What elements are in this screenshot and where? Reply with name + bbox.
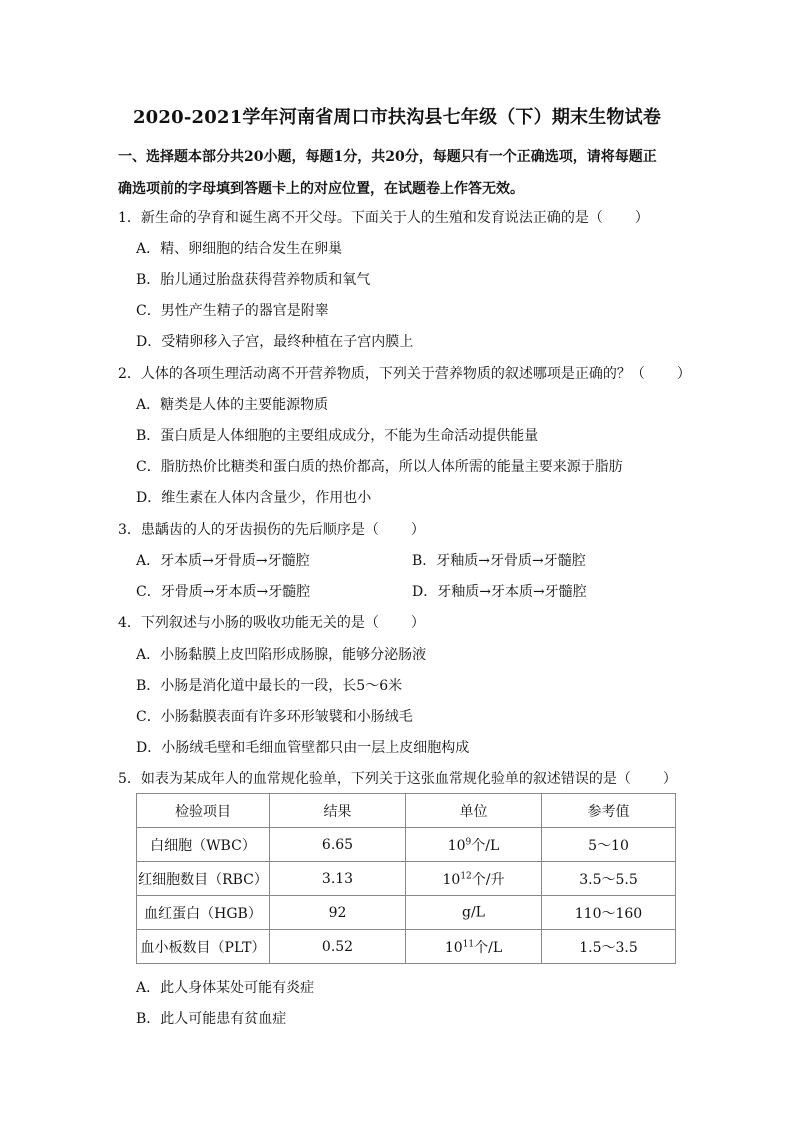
question-2-option-d: D．维生素在人体内含量少，作用也小	[136, 490, 372, 506]
cell-item: 血小板数目（PLT）	[137, 930, 270, 964]
page-title: 2020-2021学年河南省周口市扶沟县七年级（下）期末生物试卷	[132, 107, 662, 128]
cell-unit: $10^{12}$个/升	[406, 862, 542, 896]
question-2-option-a: A．糖类是人体的主要能源物质	[136, 397, 329, 413]
question-3-option-d: D．牙釉质→牙本质→牙髓腔	[412, 584, 587, 600]
question-2-option-c: C．脂肪热价比糖类和蛋白质的热价都高，所以人体所需的能量主要来源于脂肪	[136, 459, 623, 475]
cell-item: 白细胞（WBC）	[137, 828, 270, 862]
cell-item: 血红蛋白（HGB）	[137, 896, 270, 930]
question-5-option-a: A．此人身体某处可能有炎症	[136, 980, 315, 996]
question-1-option-d: D．受精卵移入子宫，最终种植在子宫内膜上	[136, 334, 414, 350]
cell-reference: 1.5～3.5	[542, 930, 676, 964]
section-instruction-line-1: 一、选择题本部分共20小题，每题1分，共20分，每题只有一个正确选项，请将每题正	[118, 149, 657, 165]
header-item: 检验项目	[137, 794, 270, 828]
cell-result: 0.52	[270, 930, 406, 964]
cell-reference: 5～10	[542, 828, 676, 862]
question-1-stem: 1．新生命的孕育和诞生离不开父母。下面关于人的生殖和发育说法正确的是（ ）	[118, 210, 649, 226]
question-4-option-b: B．小肠是消化道中最长的一段，长5～6米	[136, 678, 403, 694]
question-1-option-b: B．胎儿通过胎盘获得营养物质和氧气	[136, 272, 371, 288]
cell-unit: $10^{11}$个/L	[406, 930, 542, 964]
section-instruction-line-2: 确选项前的字母填到答题卡上的对应位置，在试题卷上作答无效。	[118, 181, 524, 197]
header-result: 结果	[270, 794, 406, 828]
question-5-option-b: B．此人可能患有贫血症	[136, 1011, 287, 1027]
question-4-option-c: C．小肠黏膜表面有许多环形皱襞和小肠绒毛	[136, 709, 413, 725]
table-row	[137, 896, 676, 930]
header-unit: 单位	[406, 794, 542, 828]
table-row	[137, 862, 676, 896]
question-2-option-b: B．蛋白质是人体细胞的主要组成成分，不能为生命活动提供能量	[136, 428, 539, 444]
cell-unit: g/L	[406, 896, 542, 930]
table-header-row	[137, 794, 676, 828]
blood-test-table	[136, 793, 676, 964]
question-5-stem: 5．如表为某成年人的血常规化验单，下列关于这张血常规化验单的叙述错误的是（ ）	[118, 771, 677, 787]
question-4-option-a: A．小肠黏膜上皮凹陷形成肠腺，能够分泌肠液	[136, 647, 427, 663]
question-3-stem: 3．患龋齿的人的牙齿损伤的先后顺序是（ ）	[118, 522, 425, 538]
table-row	[137, 828, 676, 862]
cell-result: 6.65	[270, 828, 406, 862]
question-1-option-a: A．精、卵细胞的结合发生在卵巢	[136, 241, 343, 257]
table-row	[137, 930, 676, 964]
question-3-option-b: B．牙釉质→牙骨质→牙髓腔	[412, 553, 586, 569]
question-4-option-d: D．小肠绒毛壁和毛细血管壁都只由一层上皮细胞构成	[136, 740, 470, 756]
question-3-option-c: C．牙骨质→牙本质→牙髓腔	[136, 584, 311, 600]
cell-result: 3.13	[270, 862, 406, 896]
cell-unit: $10^9$个/L	[406, 828, 542, 862]
question-2-stem: 2．人体的各项生理活动离不开营养物质，下列关于营养物质的叙述哪项是正确的？（ ）	[118, 366, 691, 382]
question-3-option-a: A．牙本质→牙骨质→牙髓腔	[136, 553, 310, 569]
question-1-option-c: C．男性产生精子的器官是附睾	[136, 303, 329, 319]
cell-item: 红细胞数目（RBC）	[137, 862, 270, 896]
question-4-stem: 4．下列叙述与小肠的吸收功能无关的是（ ）	[118, 615, 425, 631]
cell-result: 92	[270, 896, 406, 930]
cell-reference: 3.5～5.5	[542, 862, 676, 896]
header-reference: 参考值	[542, 794, 676, 828]
cell-reference: 110～160	[542, 896, 676, 930]
